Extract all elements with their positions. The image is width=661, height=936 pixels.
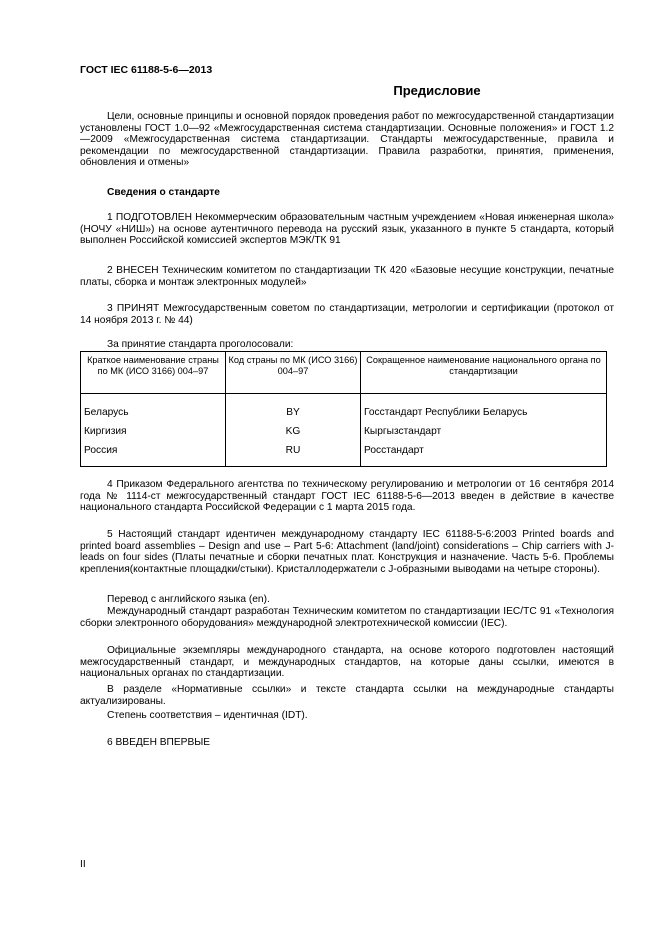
table-row [81,422,607,441]
item-5-language: Перевод с английского языка (en). [107,594,270,605]
item-5-references: В разделе «Нормативные ссылки» и тексте стандарта ссылки на международные стандарты актуализированы. [80,684,614,707]
table-cell-country: Россия [81,441,226,467]
table-cell-code: BY [226,394,361,423]
table-cell-body: Кыргызстандарт [361,422,607,441]
vote-caption: За принятие стандарта проголосовали: [107,339,294,350]
table-header-code: Код страны по МК (ИСО 3166) 004–97 [226,352,361,394]
table-cell-code: RU [226,441,361,467]
table-header-country: Краткое наименование страны по МК (ИСО 3166) 004–97 [81,352,226,394]
item-5-developer: Международный стандарт разработан Техническим комитетом по стандартизации IEC/TC 91 «Технология сборки электронного оборудования» международной электротехнической комиссии (IEC). [80,606,614,629]
table-header-row [81,352,607,394]
voting-table [80,351,607,467]
item-5-paragraph: 5 Настоящий стандарт идентичен международному стандарту IEC 61188-5-6:2003 Printed boards and printed board assemblies – Design and use – Part 5-6: Attachment (land/joint) considerations – Chip carriers with J-leads on four sides (Платы печатные и сборки печатных плат. Конструкция и назначение. Часть 5-6. Проблемы крепления(контактные площадки/стыки). Кристаллодержатели с J-образными выводами на четыре стороны). [80,529,614,575]
table-cell-code: KG [226,422,361,441]
page-title-text: Предисловие [393,83,481,98]
document-header: ГОСТ IEC 61188-5-6—2013 [80,64,213,76]
item-6-paragraph: 6 ВВЕДЕН ВПЕРВЫЕ [107,737,211,748]
item-5-official-copies: Официальные экземпляры международного стандарта, на основе которого подготовлен настоящий межгосударственный стандарт, и международных стандартов, на которые даны ссылки, имеются в национальных органах по стандартизации. [80,645,614,680]
item-4-paragraph: 4 Приказом Федерального агентства по техническому регулированию и метрологии от 16 сентября 2014 года № 1114-ст межгосударственный стандарт ГОСТ IEC 61188-5-6—2013 введен в действие в качестве национального стандарта Российской Федерации с 1 марта 2015 года. [80,479,614,514]
table-row [81,441,607,467]
item-1-paragraph: 1 ПОДГОТОВЛЕН Некоммерческим образовательным частным учреждением «Новая инженерная школа» (НОЧУ «НИШ») на основе аутентичного перевода на русский язык, указанного в пункте 5 стандарта, который выполнен Российской комиссией экспертов МЭК/ТК 91 [80,212,614,247]
table-cell-body: Госстандарт Республики Беларусь [361,394,607,423]
page-number: II [80,859,86,870]
item-3-paragraph: 3 ПРИНЯТ Межгосударственным советом по стандартизации, метрологии и сертификации (протокол от 14 ноября 2013 г. № 44) [80,303,614,326]
section-heading: Сведения о стандарте [107,187,220,198]
table-row [81,394,607,423]
table-cell-country: Беларусь [81,394,226,423]
item-2-paragraph: 2 ВНЕСЕН Техническим комитетом по стандартизации ТК 420 «Базовые несущие конструкции, печатные платы, сборка и монтаж электронных модулей» [80,265,614,288]
intro-paragraph: Цели, основные принципы и основной порядок проведения работ по межгосударственной стандартизации установлены ГОСТ 1.0—92 «Межгосударственная система стандартизации. Основные положения» и ГОСТ 1.2—2009 «Межгосударственная система стандартизации. Стандарты межгосударственные, правила и рекомендации по межгосударственной стандартизации. Правила разработки, принятия, применения, обновления и отмены» [80,111,614,169]
table-cell-country: Киргизия [81,422,226,441]
table-header-body: Сокращенное наименование национального органа по стандартизации [361,352,607,394]
item-5-degree: Степень соответствия – идентичная (IDT). [107,710,308,721]
table-cell-body: Росстандарт [361,441,607,467]
page-title [80,83,614,98]
